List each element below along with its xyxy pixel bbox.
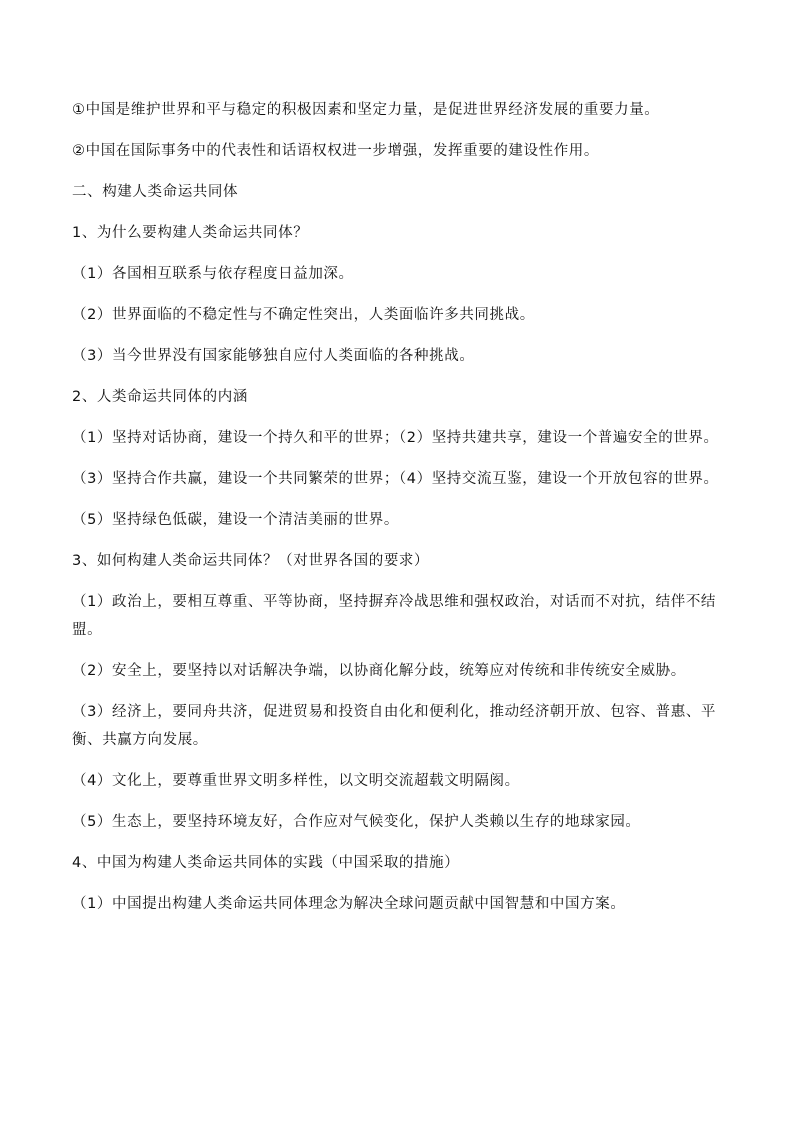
list-item-connotation-5: （5）坚持绿色低碳，建设一个清洁美丽的世界。 <box>72 512 399 528</box>
list-item-why-2: （2）世界面临的不稳定性与不确定性突出，人类面临许多共同挑战。 <box>72 307 535 323</box>
list-item-how-security: （2）安全上，要坚持以对话解决争端，以协商化解分歧，统筹应对传统和非传统安全威胁。 <box>72 663 686 679</box>
question-heading-how: 3、如何构建人类命运共同体？（对世界各国的要求） <box>72 553 430 569</box>
list-item-how-politics: （1）政治上，要相互尊重、平等协商，坚持摒弃冷战思维和强权政治，对话而不对抗，结伴不结盟。 <box>72 594 717 638</box>
document-body <box>72 96 736 931</box>
paragraph-china-role-peace: ①中国是维护世界和平与稳定的积极因素和坚定力量，是促进世界经济发展的重要力量。 <box>72 102 660 118</box>
question-heading-why: 1、为什么要构建人类命运共同体？ <box>72 225 309 241</box>
list-item-connotation-1-2: （1）坚持对话协商，建设一个持久和平的世界；（2）坚持共建共享，建设一个普遍安全的世界。 <box>72 430 719 446</box>
question-heading-connotation: 2、人类命运共同体的内涵 <box>72 389 248 405</box>
list-item-practice-1: （1）中国提出构建人类命运共同体理念为解决全球问题贡献中国智慧和中国方案。 <box>72 896 626 912</box>
list-item-connotation-3-4: （3）坚持合作共赢，建设一个共同繁荣的世界；（4）坚持交流互鉴，建设一个开放包容的世界。 <box>72 471 719 487</box>
list-item-how-economy: （3）经济上，要同舟共济，促进贸易和投资自由化和便利化，推动经济朝开放、包容、普惠、平衡、共赢方向发展。 <box>72 704 717 748</box>
paragraph-china-role-voice: ②中国在国际事务中的代表性和话语权权进一步增强，发挥重要的建设性作用。 <box>72 143 599 159</box>
list-item-why-3: （3）当今世界没有国家能够独自应付人类面临的各种挑战。 <box>72 348 475 364</box>
list-item-how-culture: （4）文化上，要尊重世界文明多样性，以文明交流超载文明隔阂。 <box>72 773 520 789</box>
list-item-why-1: （1）各国相互联系与依存程度日益加深。 <box>72 266 354 282</box>
question-heading-practice: 4、中国为构建人类命运共同体的实践（中国采取的措施） <box>72 855 460 871</box>
list-item-how-ecology: （5）生态上，要坚持环境友好，合作应对气候变化，保护人类赖以生存的地球家园。 <box>72 814 641 830</box>
section-heading-community: 二、构建人类命运共同体 <box>72 184 239 200</box>
